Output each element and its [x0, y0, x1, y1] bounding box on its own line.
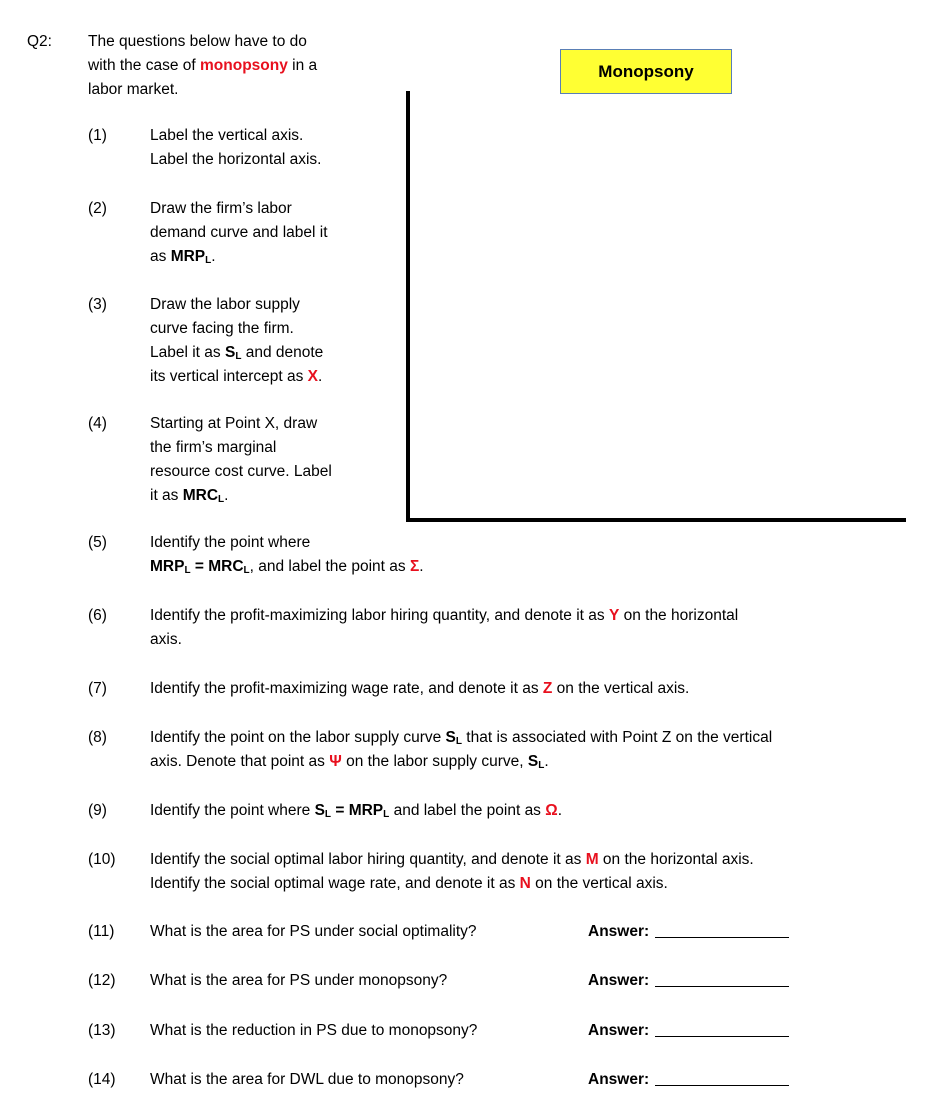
intro-text [88, 30, 388, 102]
item-4-line-3: resource cost curve. Label [150, 463, 332, 480]
item-9-mrp: MRP [348, 802, 384, 819]
item-13-answer-blank[interactable] [655, 1036, 789, 1037]
item-1-line-1: Label the vertical axis. [150, 127, 304, 144]
mrc-subscript: L [218, 494, 225, 505]
supply-label: S [224, 344, 236, 361]
vertical-axis [406, 91, 410, 522]
question-label: Q2: [27, 33, 52, 50]
item-12-text: What is the area for PS under monopsony? [150, 972, 448, 989]
item-5-mrp-sub: L [184, 565, 191, 576]
item-12-answer-blank[interactable] [655, 986, 789, 987]
item-5-mrc-sub: L [243, 565, 250, 576]
item-14-answer-label: Answer: [588, 1071, 650, 1088]
point-m-label: M [585, 851, 599, 868]
item-10-l1a: Identify the social optimal labor hiring quantity, and denote it as [150, 851, 586, 868]
item-4-line-4 [150, 484, 332, 508]
item-3-l4a: its vertical intercept as [150, 368, 308, 385]
item-7-line-1 [150, 677, 910, 701]
item-8-l2a: axis. Denote that point as [150, 753, 330, 770]
point-x-label: X [307, 368, 318, 385]
item-14-number: (14) [88, 1071, 116, 1088]
point-omega-label: Ω [545, 802, 558, 819]
item-3-l3a: Label it as [150, 344, 225, 361]
item-1-line-2: Label the horizontal axis. [150, 151, 322, 168]
horizontal-axis [406, 518, 906, 522]
item-12-number: (12) [88, 972, 116, 989]
item-4-number: (4) [88, 415, 107, 432]
mrp-label: MRP [170, 248, 206, 265]
item-6-l1a: Identify the profit-maximizing labor hiring quantity, and denote it as [150, 607, 609, 624]
item-2-l3a: as [150, 248, 171, 265]
item-11-number: (11) [88, 923, 115, 940]
item-4-line-1: Starting at Point X, draw [150, 415, 318, 432]
item-14-text: What is the area for DWL due to monopsony? [150, 1071, 464, 1088]
item-8-l2c: on the labor supply curve, [341, 753, 528, 770]
item-4-l4a: it as [150, 487, 183, 504]
item-10-l2a: Identify the social optimal wage rate, and denote it as [150, 875, 520, 892]
item-3-line-1: Draw the labor supply [150, 296, 300, 313]
monopsony-highlight: monopsony [200, 57, 288, 74]
item-2-text [150, 197, 328, 269]
item-13-answer-label: Answer: [588, 1022, 650, 1039]
point-z-label: Z [542, 680, 553, 697]
graph-title-box [560, 49, 732, 94]
supply-subscript: L [235, 351, 242, 362]
item-4-line-2: the firm’s marginal [150, 439, 277, 456]
item-10-line-2 [150, 872, 930, 896]
item-2-number: (2) [88, 200, 107, 217]
item-7-number: (7) [88, 680, 107, 697]
item-3-text [150, 293, 323, 389]
item-7-text [150, 677, 910, 701]
item-8-supply-2-sub: L [538, 760, 545, 771]
item-9-l1g: . [557, 802, 562, 819]
item-10-number: (10) [88, 851, 116, 868]
item-11-answer-label: Answer: [588, 923, 650, 940]
item-8-supply-2: S [527, 753, 539, 770]
item-9-number: (9) [88, 802, 107, 819]
item-9-line-1 [150, 799, 910, 823]
item-4-l4c: . [224, 487, 229, 504]
item-11-answer-blank[interactable] [655, 937, 789, 938]
item-3-l4c: . [318, 368, 323, 385]
item-7-l1a: Identify the profit-maximizing wage rate, and denote it as [150, 680, 543, 697]
item-1-text [150, 124, 321, 172]
item-2-line-3 [150, 245, 328, 269]
item-8-number: (8) [88, 729, 107, 746]
intro-line-3: labor market. [88, 81, 179, 98]
item-4-text [150, 412, 332, 508]
item-5-l2d: , and label the point as [249, 558, 410, 575]
item-5-line-1: Identify the point where [150, 534, 311, 551]
item-5-number: (5) [88, 534, 107, 551]
item-6-text [150, 604, 910, 652]
item-2-l3c: . [211, 248, 216, 265]
item-6-line-1 [150, 604, 910, 628]
item-9-l1a: Identify the point where [150, 802, 315, 819]
item-9-text [150, 799, 910, 823]
item-8-supply: S [445, 729, 456, 746]
item-2-line-1: Draw the firm’s labor [150, 200, 292, 217]
item-14-answer-blank[interactable] [655, 1085, 789, 1086]
point-y-label: Y [608, 607, 620, 624]
item-9-supply: S [314, 802, 325, 819]
item-9-l1e: and label the point as [389, 802, 546, 819]
item-3-l3c: and denote [241, 344, 324, 361]
item-3-line-3 [150, 341, 323, 365]
item-9-mrp-sub: L [383, 809, 390, 820]
point-psi-label: Ψ [329, 753, 342, 770]
item-10-line-1 [150, 848, 930, 872]
item-10-l1c: on the horizontal axis. [598, 851, 754, 868]
item-6-line-2: axis. [150, 631, 182, 648]
mrc-label: MRC [182, 487, 219, 504]
item-8-l1c: that is associated with Point Z on the vertical [462, 729, 773, 746]
intro-line-2 [88, 54, 388, 78]
item-8-supply-sub: L [455, 736, 462, 747]
item-8-text [150, 726, 930, 774]
item-12-answer-label: Answer: [588, 972, 650, 989]
item-13-number: (13) [88, 1022, 116, 1039]
item-8-line-2 [150, 750, 930, 774]
item-10-text [150, 848, 930, 896]
intro-text-a: with the case of [88, 57, 201, 74]
item-9-eq: = [331, 802, 349, 819]
intro-text-b: in a [287, 57, 318, 74]
item-8-l2e: . [544, 753, 549, 770]
item-5-mrp: MRP [150, 558, 185, 575]
graph-title: Monopsony [598, 61, 694, 81]
item-1-number: (1) [88, 127, 107, 144]
item-2-line-2: demand curve and label it [150, 224, 328, 241]
intro-line-1: The questions below have to do [88, 33, 307, 50]
item-6-number: (6) [88, 607, 107, 624]
item-5-l2f: . [419, 558, 424, 575]
item-13-text: What is the reduction in PS due to monopsony? [150, 1022, 478, 1039]
point-n-label: N [519, 875, 531, 892]
item-11-text: What is the area for PS under social optimality? [150, 923, 477, 940]
item-5-eq: = [190, 558, 209, 575]
item-7-l1c: on the vertical axis. [552, 680, 690, 697]
item-6-l1c: on the horizontal [619, 607, 739, 624]
item-3-line-2: curve facing the firm. [150, 320, 294, 337]
item-5-mrc: MRC [208, 558, 244, 575]
item-10-l2c: on the vertical axis. [530, 875, 668, 892]
item-3-number: (3) [88, 296, 107, 313]
item-3-line-4 [150, 365, 323, 389]
item-5-line-2 [150, 555, 424, 579]
item-8-line-1 [150, 726, 930, 750]
mrp-subscript: L [205, 255, 212, 266]
item-8-l1a: Identify the point on the labor supply curve [150, 729, 446, 746]
item-9-supply-sub: L [324, 809, 332, 820]
item-5-text [150, 531, 424, 579]
point-sigma-label: Σ [409, 558, 420, 575]
